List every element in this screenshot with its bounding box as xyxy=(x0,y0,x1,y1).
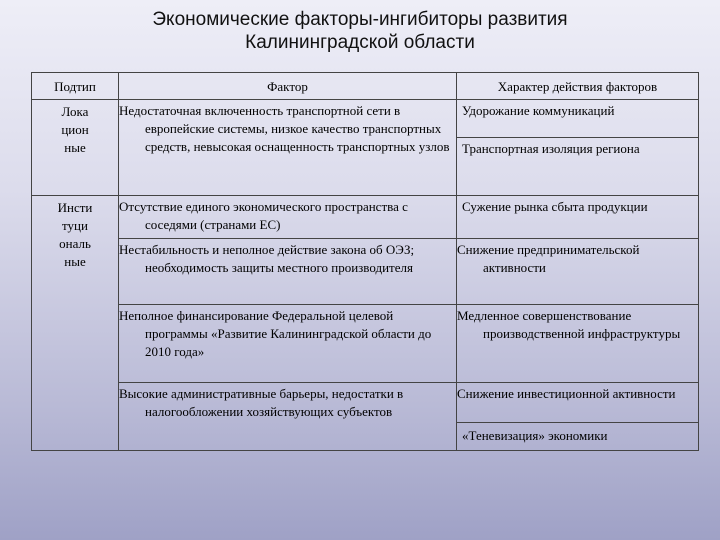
subtype-line: ные xyxy=(64,140,86,155)
subtype-line: цион xyxy=(61,122,89,137)
effect-cell: Медленное совершенствование производственной инфраструктуры xyxy=(457,305,699,383)
table-row xyxy=(32,239,699,305)
effect-cell: Снижение предпринимательской активности xyxy=(457,239,699,305)
table-row xyxy=(32,305,699,383)
header-subtype: Подтип xyxy=(32,73,119,100)
slide-title-line2: Калининградской области xyxy=(245,32,475,53)
subtype-line: туци xyxy=(62,218,88,233)
subtype-line: ональ xyxy=(59,236,91,251)
subtype-line: Инсти xyxy=(57,200,93,215)
subtype-line: ные xyxy=(64,254,86,269)
factor-cell: Отсутствие единого экономического пространства с соседями (странами ЕС) xyxy=(119,196,457,239)
subtype-line: Лока xyxy=(61,104,89,119)
slide-title xyxy=(0,8,720,54)
table-row xyxy=(32,383,699,423)
subtype-cell-institutional xyxy=(32,196,119,451)
table-row xyxy=(32,196,699,239)
factor-cell: Нестабильность и неполное действие закона об ОЭЗ; необходимость защиты местного производителя xyxy=(119,239,457,305)
factors-table xyxy=(31,72,699,451)
table-header-row xyxy=(32,73,699,100)
effect-cell: Транспортная изоляция региона xyxy=(457,138,699,196)
table-row xyxy=(32,100,699,138)
effect-cell: Удорожание коммуникаций xyxy=(457,100,699,138)
subtype-cell-locational xyxy=(32,100,119,196)
factor-cell: Неполное финансирование Федеральной целевой программы «Развитие Калининградской области до 2010 года» xyxy=(119,305,457,383)
header-effect: Характер действия факторов xyxy=(457,73,699,100)
slide-title-line1: Экономические факторы-ингибиторы развития xyxy=(152,9,568,30)
effect-cell: Сужение рынка сбыта продукции xyxy=(457,196,699,239)
effect-cell: Снижение инвестиционной активности xyxy=(457,383,699,423)
factor-cell: Высокие административные барьеры, недостатки в налогообложении хозяйствующих субъектов xyxy=(119,383,457,451)
header-factor: Фактор xyxy=(119,73,457,100)
factor-cell: Недостаточная включенность транспортной сети в европейские системы, низкое качество транспортных средств, невысокая оснащенность транспортных узлов xyxy=(119,100,457,196)
effect-cell: «Теневизация» экономики xyxy=(457,423,699,451)
